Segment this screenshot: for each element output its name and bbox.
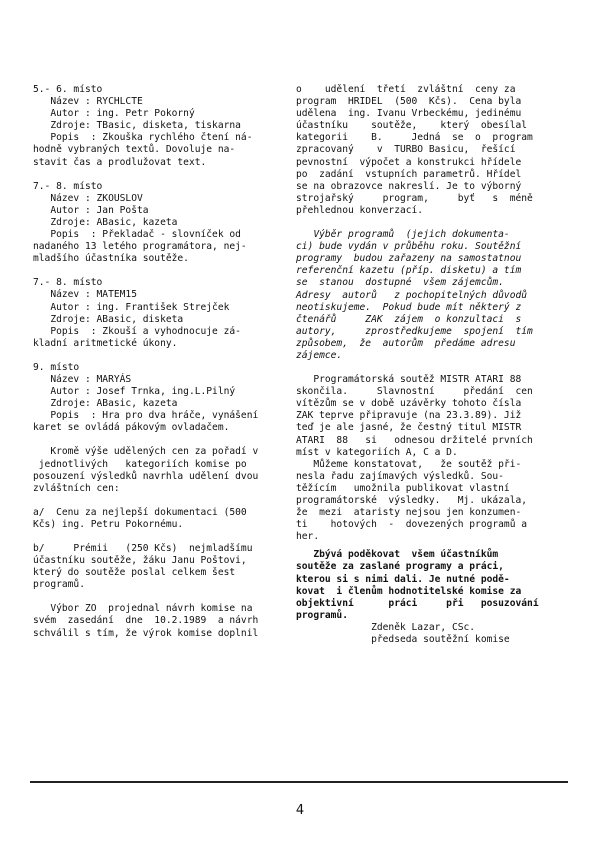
text-line: a/ Cenu za nejlepší dokumentaci (500 bbox=[33, 506, 247, 518]
text-line: Popis : Zkouší a vyhodnocuje zá- bbox=[33, 325, 241, 337]
text-line: ATARI 88 si odnesou držitelé prvních bbox=[296, 434, 533, 446]
text-line: Zdroje: ABasic, kazeta bbox=[33, 398, 178, 410]
text-line: Zdeněk Lazar, CSc. bbox=[296, 621, 476, 633]
text-line: přehlednou konverzací. bbox=[296, 204, 424, 216]
paragraph-gap bbox=[33, 495, 283, 507]
text-line: programátorské výsledky. Mj. ukázala, bbox=[296, 495, 528, 506]
text-line: že mezi ataristy nejsou jen konzumen- bbox=[296, 507, 522, 519]
text-line: Název : RYCHLCTE bbox=[33, 96, 143, 108]
text-line: Adresy autorů z pochopitelných důvodů bbox=[296, 289, 528, 301]
text-line: programy budou zařazeny na samostatnou bbox=[296, 253, 522, 265]
text-line: Název : MATEM15 bbox=[33, 289, 137, 301]
text-line: pevnostní výpočet a konstrukci hřídele bbox=[296, 156, 522, 168]
text-line: míst v kategoriích A, C a D. bbox=[296, 446, 458, 458]
paragraph-gap bbox=[33, 531, 283, 543]
text-line: ci) bude vydán v průběhu roku. Soutěžní bbox=[296, 241, 522, 253]
text-line: stavit čas a prodlužovat text. bbox=[33, 156, 207, 168]
text-line: čtenářů ZAK zájem o konzultaci s bbox=[296, 313, 522, 325]
text-line: mladšího účastníka soutěže. bbox=[33, 253, 189, 265]
text-line: Kčs) ing. Petru Pokornému. bbox=[33, 518, 184, 530]
text-line: Popis : Hra pro dva hráče, vynášení bbox=[33, 410, 259, 422]
text-line: 9. místo bbox=[33, 361, 80, 373]
text-line: po zadání vstupních parametrů. Hřídel bbox=[296, 168, 522, 180]
text-line: nadaného 13 letého programátora, nej- bbox=[33, 241, 247, 253]
text-line: 7.- 8. místo bbox=[33, 180, 103, 192]
text-line: Programátorská soutěž MISTR ATARI 88 bbox=[296, 374, 522, 386]
text-line: předseda soutěžní komise bbox=[296, 634, 510, 646]
text-line: soutěže za zaslané programy a práci, bbox=[296, 561, 504, 573]
text-line: jednotlivých kategoriích komise po bbox=[33, 458, 247, 470]
text-line: Zdroje: TBasic, disketa, tiskarna bbox=[33, 120, 241, 132]
text-line: zájemce. bbox=[296, 349, 343, 361]
text-line: 7.- 8. místo bbox=[33, 277, 103, 289]
text-line: zvláštních cen: bbox=[33, 482, 120, 494]
text-line: posouzení výsledků navrhla udělení dvou bbox=[33, 470, 259, 482]
paragraph-gap bbox=[33, 434, 283, 446]
text-line: her. bbox=[296, 531, 320, 543]
text-line: těžícím umožnila publikovat vlastní bbox=[296, 482, 510, 494]
text-line: Popis : Zkouška rychlého čtení ná- bbox=[33, 132, 253, 144]
text-line: Kromě výše udělených cen za pořadí v bbox=[33, 446, 259, 458]
paragraph-gap bbox=[33, 350, 283, 362]
text-line: Název : MARYÁS bbox=[33, 373, 132, 385]
paragraph-gap bbox=[296, 362, 558, 374]
text-line: objektivní práci při posuzování bbox=[296, 597, 539, 609]
text-line: referenční kazetu (příp. disketu) a tím bbox=[296, 265, 522, 277]
text-line: Zdroje: ABasic, disketa bbox=[33, 313, 184, 325]
text-line: programů. bbox=[33, 579, 85, 591]
text-line: Můžeme konstatovat, že soutěž při- bbox=[296, 458, 522, 470]
text-line: Popis : Překladač - slovníček od bbox=[33, 229, 241, 241]
text-line: Výběr programů (jejich dokumenta- bbox=[296, 229, 510, 241]
right-column bbox=[296, 84, 558, 646]
paragraph-gap bbox=[33, 591, 283, 603]
text-line: Název : ZKOUSLOV bbox=[33, 192, 143, 204]
text-line: Zbývá poděkovat všem účastníkům bbox=[296, 549, 499, 561]
text-line: udělena ing. Ivanu Vrbeckému, jedinému bbox=[296, 108, 522, 120]
text-line: zpracovaný v TURBO Basicu, řešící bbox=[296, 144, 516, 156]
text-line: Autor : ing. František Strejček bbox=[33, 301, 230, 313]
text-line: 5.- 6. místo bbox=[33, 84, 103, 95]
page-number: 4 bbox=[295, 803, 305, 818]
text-line: účastníku soutěže, který obesílal bbox=[296, 120, 528, 132]
text-line: kladní aritmetické úkony. bbox=[33, 337, 178, 349]
text-line: svém zasedání dne 10.2.1989 a návrh bbox=[33, 615, 259, 627]
text-line: Výbor ZO projednal návrh komise na bbox=[33, 603, 253, 615]
text-line: karet se ovládá pákovým ovladačem. bbox=[33, 422, 230, 434]
text-line: vítězům se v době uzávěrky tohoto čísla bbox=[296, 398, 522, 410]
text-line: se stanou dostupné všem zájemcům. bbox=[296, 277, 504, 289]
text-line: programů. bbox=[296, 609, 348, 621]
paragraph-gap bbox=[33, 169, 283, 181]
text-line: Autor : Josef Trnka, ing.L.Pilný bbox=[33, 386, 236, 398]
footer-rule bbox=[30, 781, 568, 783]
text-line: kategorii B. Jedná se o program bbox=[296, 132, 533, 144]
text-line: kterou si s nimi dali. Je nutné podě- bbox=[296, 573, 510, 585]
paragraph-gap bbox=[296, 217, 558, 229]
text-line: kovat i členům hodnotitelské komise za bbox=[296, 585, 522, 597]
text-line: hodně vybraných textů. Dovoluje na- bbox=[33, 144, 236, 156]
text-line: autory, zprostředkujeme spojení tím bbox=[296, 325, 533, 337]
text-line: Autor : Jan Pošta bbox=[33, 204, 149, 216]
text-line: Autor : ing. Petr Pokorný bbox=[33, 108, 195, 120]
text-line: o udělení třetí zvláštní ceny za bbox=[296, 84, 516, 95]
text-line: program HRIDEL (500 Kčs). Cena byla bbox=[296, 96, 522, 108]
text-line: ti hotových - dovezených programů a bbox=[296, 519, 528, 531]
text-line: způsobem, že autorům předáme adresu bbox=[296, 337, 516, 349]
paragraph-gap bbox=[33, 265, 283, 277]
text-line: ZAK teprve připravuje (na 23.3.89). Již bbox=[296, 410, 522, 422]
text-line: b/ Prémii (250 Kčs) nejmladšímu bbox=[33, 543, 253, 554]
left-column bbox=[33, 84, 283, 640]
text-line: nesla řadu zajímavých výsledků. Sou- bbox=[296, 470, 504, 482]
text-line: teď je ale jasné, že čestný titul MISTR bbox=[296, 422, 522, 434]
text-line: schválil s tím, že výrok komise doplnil bbox=[33, 627, 259, 639]
text-line: Zdroje: ABasic, kazeta bbox=[33, 216, 178, 228]
text-line: strojařský program, byť s méně bbox=[296, 192, 533, 204]
text-line: který do soutěže poslal celkem šest bbox=[33, 567, 236, 579]
text-line: se na obrazovce nakreslí. Je to výborný bbox=[296, 180, 522, 192]
text-line: skončila. Slavnostní předání cen bbox=[296, 386, 533, 398]
text-line: neotiskujeme. Pokud bude mít některý z bbox=[296, 301, 522, 313]
text-line: účastníku soutěže, žáku Janu Poštovi, bbox=[33, 555, 247, 567]
